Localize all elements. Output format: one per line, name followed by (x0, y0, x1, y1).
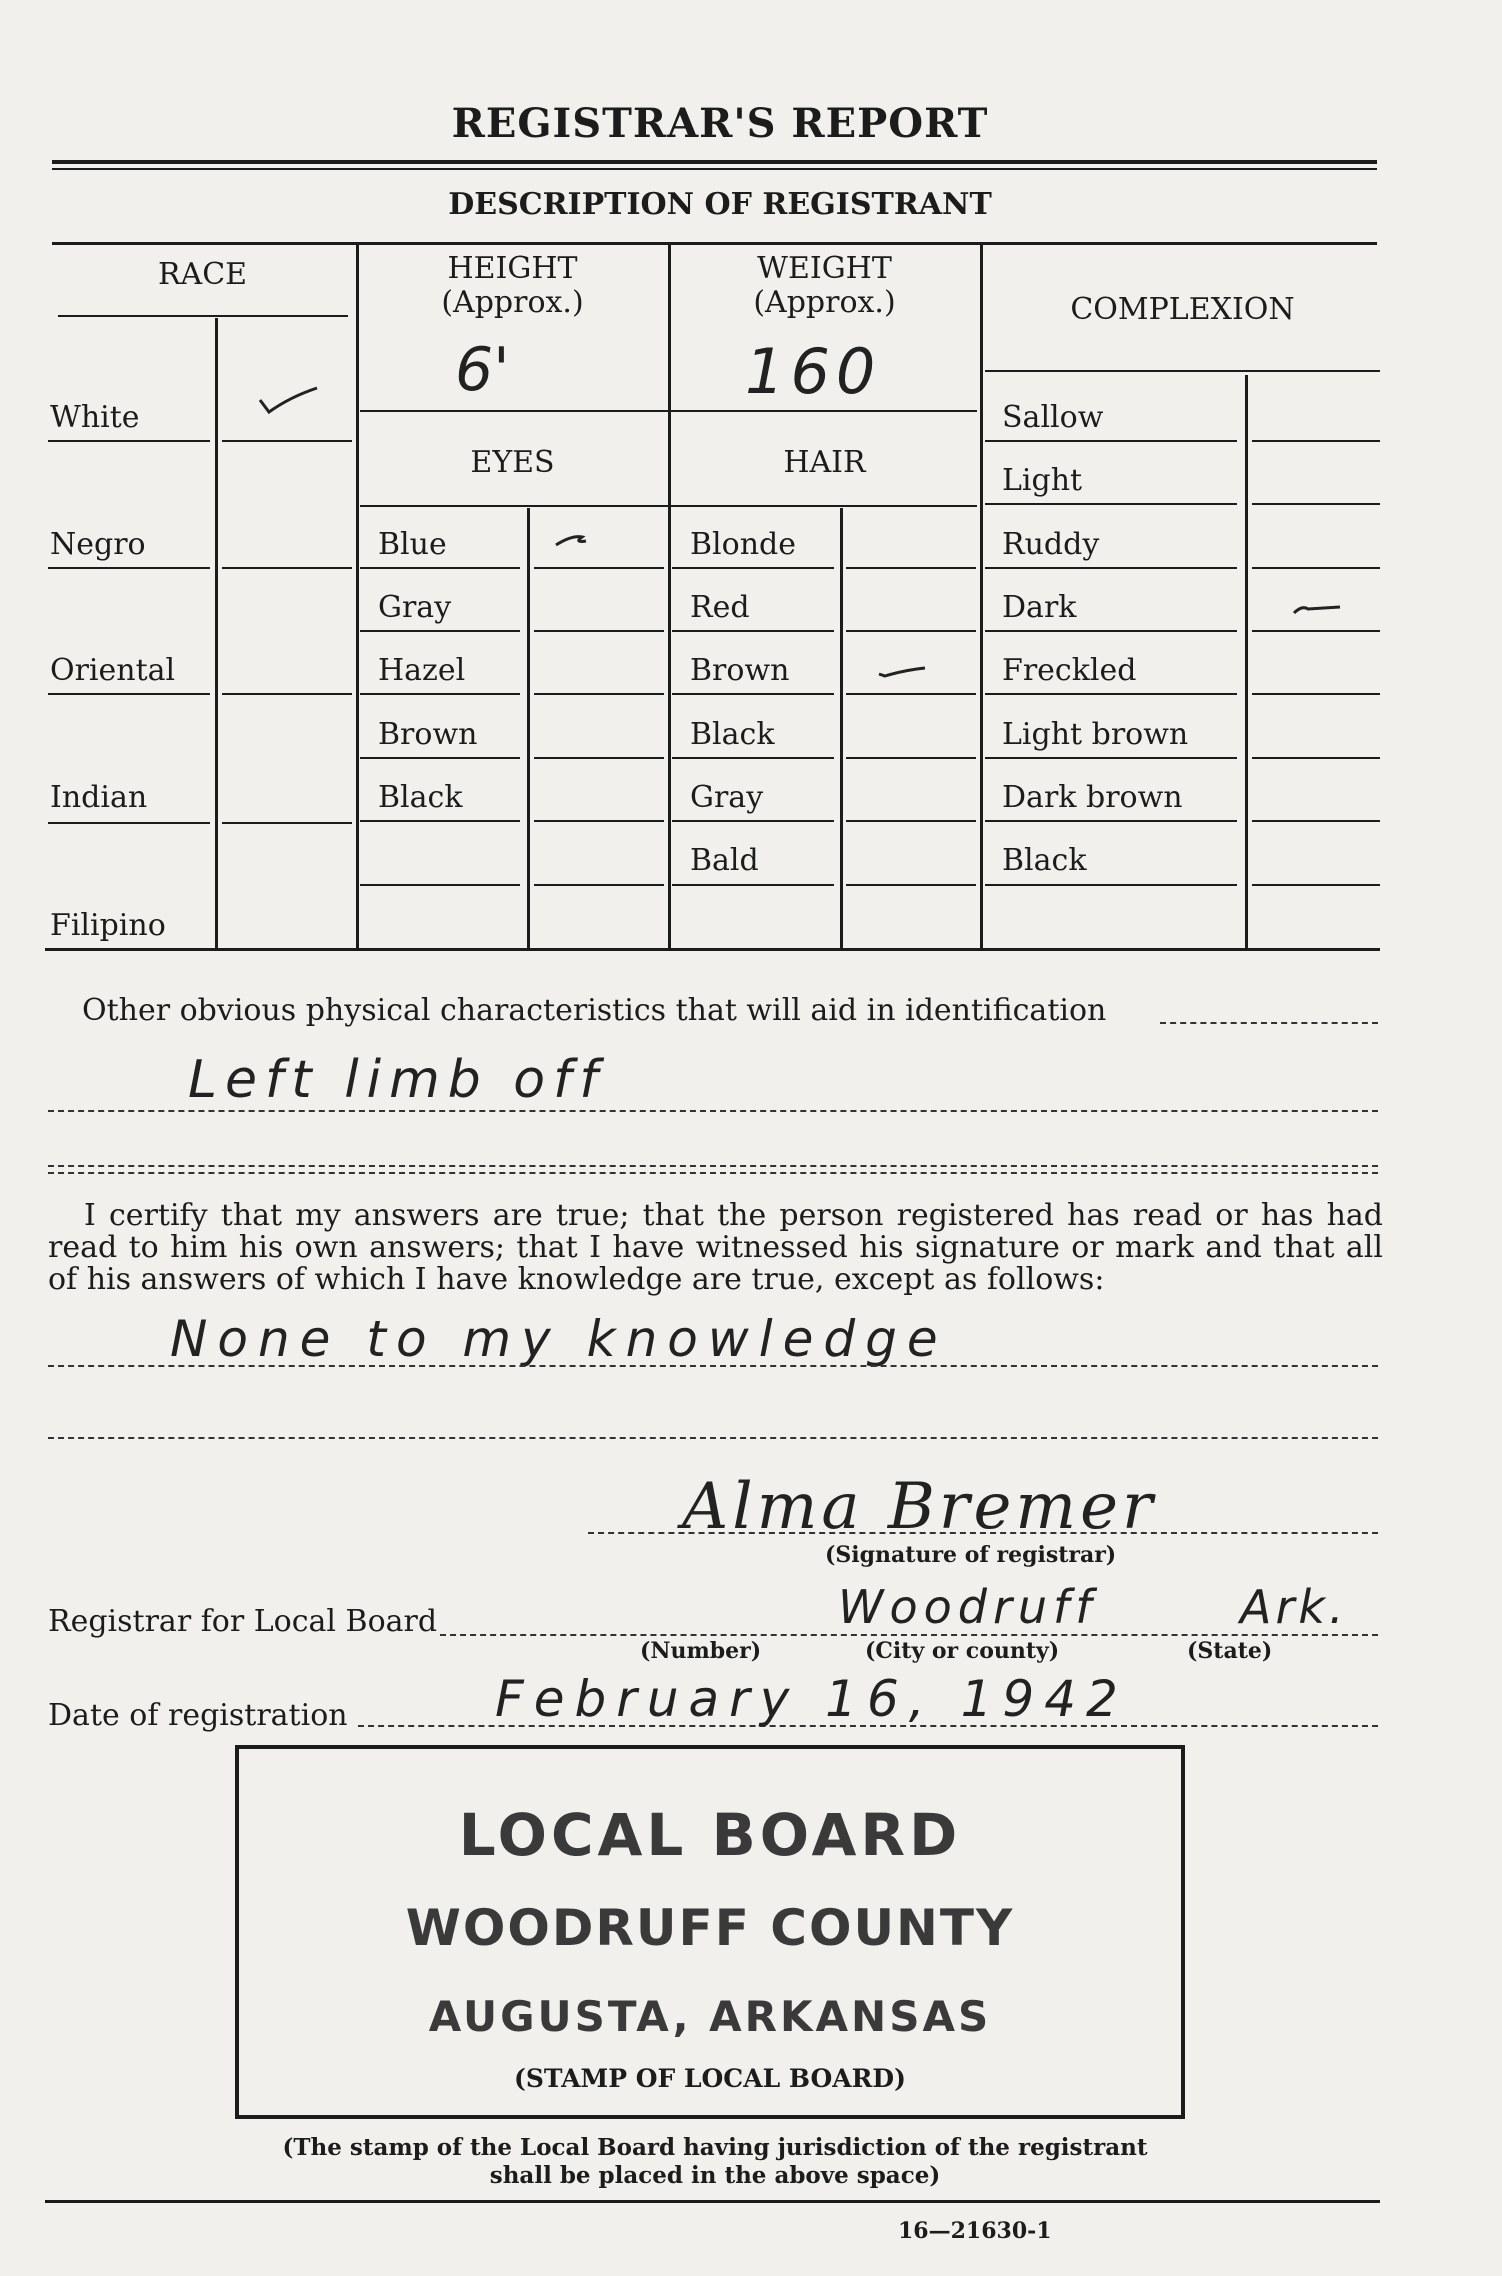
local-board-stamp (235, 1745, 1185, 2119)
height-header: HEIGHT (447, 251, 578, 286)
eyes-gray: Gray (378, 590, 452, 625)
race-white: White (50, 400, 140, 435)
number-caption: (Number) (640, 1638, 762, 1664)
hair-gray: Gray (690, 780, 764, 815)
eyes-hazel: Hazel (378, 653, 466, 688)
complexion-light: Light (1002, 463, 1083, 498)
hair-brown-check-icon (875, 658, 935, 684)
hair-header: HAIR (783, 445, 866, 480)
bottom-rule (45, 2200, 1380, 2203)
complexion-black: Black (1002, 843, 1087, 878)
race-filipino: Filipino (50, 908, 166, 943)
registrar-city-value: Woodruff (838, 1580, 1098, 1634)
form-number: 16—21630-1 (898, 2218, 1052, 2244)
race-oriental: Oriental (50, 653, 176, 688)
stamp-caption: (STAMP OF LOCAL BOARD) (514, 2064, 906, 2093)
complexion-freckled: Freckled (1002, 653, 1137, 688)
signature-caption: (Signature of registrar) (825, 1542, 1117, 1568)
complexion-dark-brown: Dark brown (1002, 780, 1183, 815)
certification-text: I certify that my answers are true; that the person registered has read or has had read to him his own answers; that I have witnessed his signature or mark and that all of his answers of which I have knowledge are true, except as follows: (48, 1198, 1383, 1297)
eyes-blue-check-icon (552, 527, 602, 553)
other-characteristics-label: Other obvious physical characteristics that will aid in identification (82, 993, 1107, 1028)
registrar-label: Registrar for Local Board (48, 1604, 438, 1639)
eyes-header: EYES (470, 445, 555, 480)
eyes-brown: Brown (378, 717, 478, 752)
hair-red: Red (690, 590, 750, 625)
date-label: Date of registration (48, 1698, 348, 1733)
city-caption: (City or county) (865, 1638, 1060, 1664)
date-value: February 16, 1942 (495, 1670, 1128, 1728)
race-header: RACE (157, 257, 248, 292)
footnote-line-1: (The stamp of the Local Board having jurisdiction of the registrant (282, 2134, 1148, 2161)
height-approx: (Approx.) (441, 285, 584, 320)
complexion-light-brown: Light brown (1002, 717, 1189, 752)
hair-bald: Bald (690, 843, 759, 878)
race-indian: Indian (50, 780, 148, 815)
section-subtitle: DESCRIPTION OF REGISTRANT (448, 187, 992, 222)
race-white-check-icon (255, 382, 325, 422)
complexion-dark: Dark (1002, 590, 1077, 625)
complexion-ruddy: Ruddy (1002, 527, 1100, 562)
complexion-dark-check-icon (1290, 595, 1350, 621)
hair-black: Black (690, 717, 775, 752)
race-negro: Negro (50, 527, 146, 562)
title-rule (52, 160, 1377, 164)
eyes-blue: Blue (378, 527, 447, 562)
weight-value: 160 (745, 335, 882, 408)
complexion-sallow: Sallow (1002, 400, 1104, 435)
table-top-rule (52, 242, 1377, 245)
title-rule-thin (52, 168, 1377, 170)
registrar-state-value: Ark. (1240, 1580, 1348, 1634)
stamp-line-1: LOCAL BOARD (458, 1801, 962, 1869)
footnote-line-2: shall be placed in the above space) (489, 2162, 941, 2189)
hair-brown: Brown (690, 653, 790, 688)
other-characteristics-value: Left limb off (188, 1050, 606, 1110)
weight-approx: (Approx.) (753, 285, 896, 320)
height-value: 6' (455, 335, 510, 405)
stamp-line-3: AUGUSTA, ARKANSAS (428, 1992, 992, 2041)
exception-value: None to my knowledge (170, 1310, 948, 1368)
eyes-black: Black (378, 780, 463, 815)
state-caption: (State) (1187, 1638, 1273, 1664)
stamp-line-2: WOODRUFF COUNTY (405, 1899, 1015, 1957)
page-title: REGISTRAR'S REPORT (451, 100, 989, 147)
hair-blonde: Blonde (690, 527, 796, 562)
registrar-signature: Alma Bremer (682, 1470, 1157, 1544)
weight-header: WEIGHT (757, 251, 892, 286)
complexion-header: COMPLEXION (1070, 292, 1295, 327)
